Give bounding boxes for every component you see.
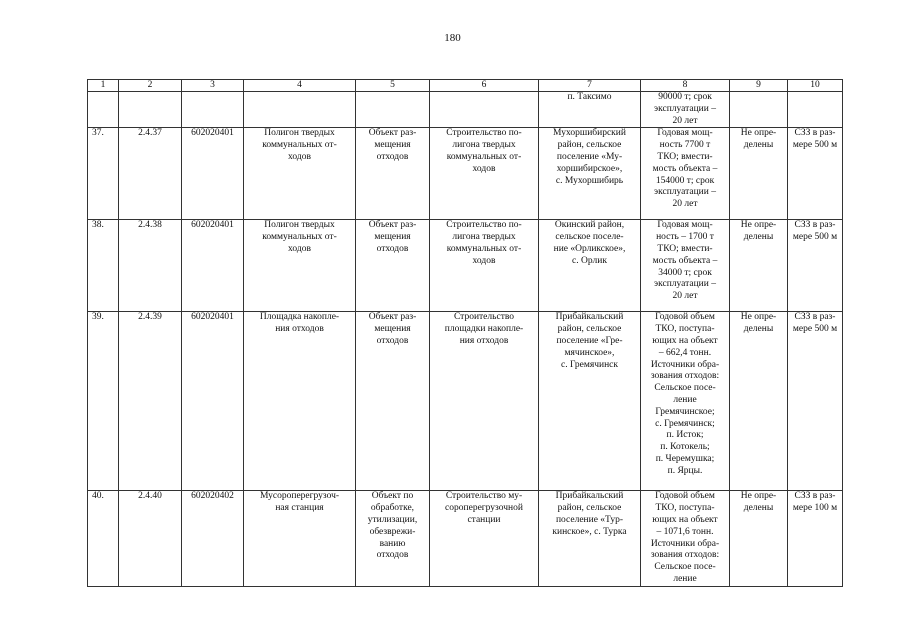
characteristics-cell: [641, 92, 730, 128]
cell-line: 2.4.39: [138, 312, 162, 323]
object-purpose-cell: [356, 491, 430, 586]
cell-line: ходов: [472, 255, 496, 266]
cell-line: отходов: [376, 335, 409, 346]
cell-line: п. Котокель;: [660, 442, 710, 453]
row-number-cell: [88, 312, 119, 491]
cell-line: Прибайкальский: [555, 312, 624, 323]
cell-line: эксплуатации –: [654, 103, 716, 114]
cell-line: мере 500 м: [792, 324, 838, 335]
zone-cell: [788, 92, 843, 128]
row-number-cell: [88, 491, 119, 586]
cell-line: 90000 т; срок: [658, 92, 712, 102]
section-code-cell: [119, 128, 182, 220]
cell-line: ние «Орликское»,: [553, 243, 626, 254]
zone-cell: [788, 491, 843, 586]
cell-line: зования отходов:: [650, 550, 720, 561]
cell-line: Объект раз-: [368, 220, 417, 231]
cell-line: Годовой объем: [655, 312, 715, 323]
cell-line: Гремячинское;: [655, 406, 715, 417]
cell-line: район, сельское: [557, 324, 622, 335]
cell-line: делены: [743, 503, 774, 514]
cell-line: станции: [467, 514, 501, 525]
location-cell: [539, 128, 641, 220]
column-number: 8: [641, 80, 730, 92]
object-name-cell: [244, 491, 356, 586]
objects-table: [87, 79, 843, 587]
page-number: 180: [444, 32, 461, 44]
cell-line: Строительство: [453, 312, 515, 323]
fkko-code-cell: [182, 491, 244, 586]
cell-line: СЗЗ в раз-: [794, 491, 836, 502]
cell-line: Сельское посе-: [654, 383, 716, 394]
cell-line: отходов: [376, 243, 409, 254]
cell-line: площадки накопле-: [444, 324, 524, 335]
cell-line: Мусороперегрузоч-: [259, 491, 340, 502]
cell-line: 20 лет: [672, 199, 698, 210]
cell-line: Строительство по-: [446, 220, 522, 231]
cell-line: 38.: [92, 220, 104, 231]
cell-line: Годовой объем: [655, 491, 715, 502]
cell-line: 602020401: [191, 128, 234, 139]
measure-cell: [430, 220, 539, 312]
fkko-code-cell: [182, 92, 244, 128]
cell-line: Годовая мощ-: [657, 128, 713, 139]
object-name-cell: [244, 128, 356, 220]
cell-line: мере 100 м: [792, 503, 838, 514]
cell-line: поселение «Тур-: [555, 514, 624, 525]
cell-line: СЗЗ в раз-: [794, 312, 836, 323]
object-name-cell: [244, 220, 356, 312]
cell-line: 2.4.40: [138, 491, 162, 502]
location-cell: [539, 92, 641, 128]
cell-line: обезврежи-: [369, 526, 416, 537]
cell-line: с. Мухоршибирь: [555, 175, 624, 186]
cell-line: 154000 т; срок: [655, 175, 715, 186]
cell-line: 602020401: [191, 220, 234, 231]
column-number: 3: [182, 80, 244, 92]
column-number: 5: [356, 80, 430, 92]
location-cell: [539, 220, 641, 312]
cell-line: ходов: [472, 163, 496, 174]
measure-cell: [430, 128, 539, 220]
cell-line: 40.: [92, 491, 104, 502]
cell-line: район, сельское: [557, 503, 622, 514]
cell-line: с. Гремячинск: [561, 359, 618, 370]
cell-line: 34000 т; срок: [658, 267, 712, 278]
cell-line: п. Таксимо: [567, 92, 612, 102]
cell-line: отходов: [376, 151, 409, 162]
table-row: [88, 92, 843, 128]
cell-line: коммунальных от-: [446, 243, 522, 254]
table-row: [88, 220, 843, 312]
object-name-cell: [244, 312, 356, 491]
cell-line: делены: [743, 140, 774, 151]
cell-line: мячинское»,: [564, 347, 615, 358]
cell-line: утилизации,: [367, 514, 418, 525]
cell-line: лигона твердых: [452, 232, 516, 243]
cell-line: Полигон твердых: [264, 220, 335, 231]
cell-line: поселение «Гре-: [556, 335, 623, 346]
column-number: 7: [539, 80, 641, 92]
cell-line: ванию: [379, 538, 406, 549]
table-row: [88, 128, 843, 220]
cell-line: Не опре-: [740, 491, 777, 502]
cell-line: Строительство по-: [446, 128, 522, 139]
cell-line: Окинский район,: [554, 220, 625, 231]
table-body: [88, 92, 843, 587]
cell-line: мещения: [374, 232, 411, 243]
cell-line: делены: [743, 232, 774, 243]
cell-line: 37.: [92, 128, 104, 139]
cell-line: сороперегрузочной: [445, 503, 523, 514]
cell-line: мере 500 м: [792, 232, 838, 243]
cell-line: лигона твердых: [452, 140, 516, 151]
cell-line: Годовая мощ-: [657, 220, 713, 231]
location-cell: [539, 312, 641, 491]
cell-line: п. Исток;: [666, 430, 704, 441]
object-purpose-cell: [356, 128, 430, 220]
zone-cell: [788, 312, 843, 491]
cell-line: район, сельское: [557, 140, 622, 151]
cell-line: делены: [743, 324, 774, 335]
object-purpose-cell: [356, 220, 430, 312]
fkko-code-cell: [182, 220, 244, 312]
object-name-cell: [244, 92, 356, 128]
cell-line: Объект раз-: [368, 128, 417, 139]
measure-cell: [430, 92, 539, 128]
cell-line: мость объекта –: [652, 255, 718, 266]
cell-line: Объект по: [371, 491, 414, 502]
cell-line: Строительство му-: [445, 491, 523, 502]
cell-line: ходов: [288, 243, 311, 254]
cell-line: мещения: [374, 140, 411, 151]
row-number-cell: [88, 128, 119, 220]
cell-line: эксплуатации –: [654, 279, 716, 290]
cell-line: Площадка накопле-: [259, 312, 340, 323]
table-row: [88, 491, 843, 586]
row-number-cell: [88, 220, 119, 312]
column-number: 6: [430, 80, 539, 92]
cell-line: – 662,4 тонн.: [658, 347, 712, 358]
characteristics-cell: [641, 491, 730, 586]
cost-cell: [730, 128, 788, 220]
section-code-cell: [119, 312, 182, 491]
cell-line: мере 500 м: [792, 140, 838, 151]
cell-line: ТКО, поступа-: [655, 503, 715, 514]
measure-cell: [430, 312, 539, 491]
cell-line: эксплуатации –: [654, 187, 716, 198]
cell-line: сельское поселе-: [555, 232, 624, 243]
measure-cell: [430, 491, 539, 586]
cell-line: с. Гремячинск;: [655, 418, 715, 429]
cost-cell: [730, 220, 788, 312]
cell-line: мещения: [374, 324, 411, 335]
cell-line: ность 7700 т: [659, 140, 711, 151]
cell-line: ление: [673, 573, 697, 584]
cell-line: Не опре-: [740, 128, 777, 139]
column-number-row: [88, 80, 843, 92]
cell-line: Не опре-: [740, 220, 777, 231]
cell-line: 20 лет: [672, 115, 698, 126]
cell-line: поселение «Му-: [556, 151, 623, 162]
cell-line: 2.4.37: [138, 128, 162, 139]
cell-line: 2.4.38: [138, 220, 162, 231]
object-purpose-cell: [356, 92, 430, 128]
cell-line: Не опре-: [740, 312, 777, 323]
cell-line: Источники обра-: [650, 359, 720, 370]
cell-line: – 1071,6 тонн.: [656, 526, 714, 537]
section-code-cell: [119, 491, 182, 586]
cell-line: ния отходов: [275, 324, 324, 335]
cell-line: мость объекта –: [652, 163, 718, 174]
cell-line: п. Черемушка;: [655, 453, 715, 464]
cell-line: ющих на объект: [652, 514, 718, 525]
cell-line: ТКО; вмести-: [657, 243, 713, 254]
cell-line: ходов: [288, 151, 311, 162]
cell-line: ющих на объект: [652, 335, 718, 346]
column-number: 1: [88, 80, 119, 92]
cost-cell: [730, 92, 788, 128]
characteristics-cell: [641, 220, 730, 312]
cell-line: Объект раз-: [368, 312, 417, 323]
fkko-code-cell: [182, 312, 244, 491]
fkko-code-cell: [182, 128, 244, 220]
cell-line: ная станция: [275, 503, 324, 514]
cell-line: с. Орлик: [572, 255, 607, 266]
cell-line: 20 лет: [672, 291, 698, 302]
cell-line: кинское», с. Турка: [552, 526, 627, 537]
zone-cell: [788, 128, 843, 220]
cost-cell: [730, 312, 788, 491]
row-number-cell: [88, 92, 119, 128]
column-number: 2: [119, 80, 182, 92]
cost-cell: [730, 491, 788, 586]
cell-line: коммунальных от-: [262, 140, 337, 151]
cell-line: СЗЗ в раз-: [794, 128, 836, 139]
characteristics-cell: [641, 312, 730, 491]
location-cell: [539, 491, 641, 586]
cell-line: 602020401: [191, 312, 234, 323]
cell-line: ление: [673, 394, 697, 405]
cell-line: ТКО, поступа-: [655, 324, 715, 335]
cell-line: Прибайкальский: [555, 491, 624, 502]
section-code-cell: [119, 220, 182, 312]
cell-line: зования отходов:: [650, 371, 720, 382]
cell-line: отходов: [376, 550, 409, 561]
characteristics-cell: [641, 128, 730, 220]
cell-line: 39.: [92, 312, 104, 323]
object-purpose-cell: [356, 312, 430, 491]
cell-line: Сельское посе-: [654, 562, 716, 573]
column-number: 10: [788, 80, 843, 92]
cell-line: ность – 1700 т: [656, 232, 714, 243]
cell-line: Полигон твердых: [264, 128, 335, 139]
cell-line: коммунальных от-: [262, 232, 337, 243]
table-row: [88, 312, 843, 491]
cell-line: Мухоршибирский: [553, 128, 626, 139]
cell-line: коммунальных от-: [446, 151, 522, 162]
cell-line: Источники обра-: [650, 538, 720, 549]
cell-line: ния отходов: [459, 335, 509, 346]
cell-line: СЗЗ в раз-: [794, 220, 836, 231]
column-number: 9: [730, 80, 788, 92]
zone-cell: [788, 220, 843, 312]
cell-line: обработке,: [370, 503, 415, 514]
cell-line: п. Ярцы.: [667, 465, 703, 476]
section-code-cell: [119, 92, 182, 128]
column-number: 4: [244, 80, 356, 92]
cell-line: хоршибирское»,: [556, 163, 623, 174]
cell-line: ТКО; вмести-: [657, 151, 713, 162]
cell-line: 602020402: [191, 491, 234, 502]
